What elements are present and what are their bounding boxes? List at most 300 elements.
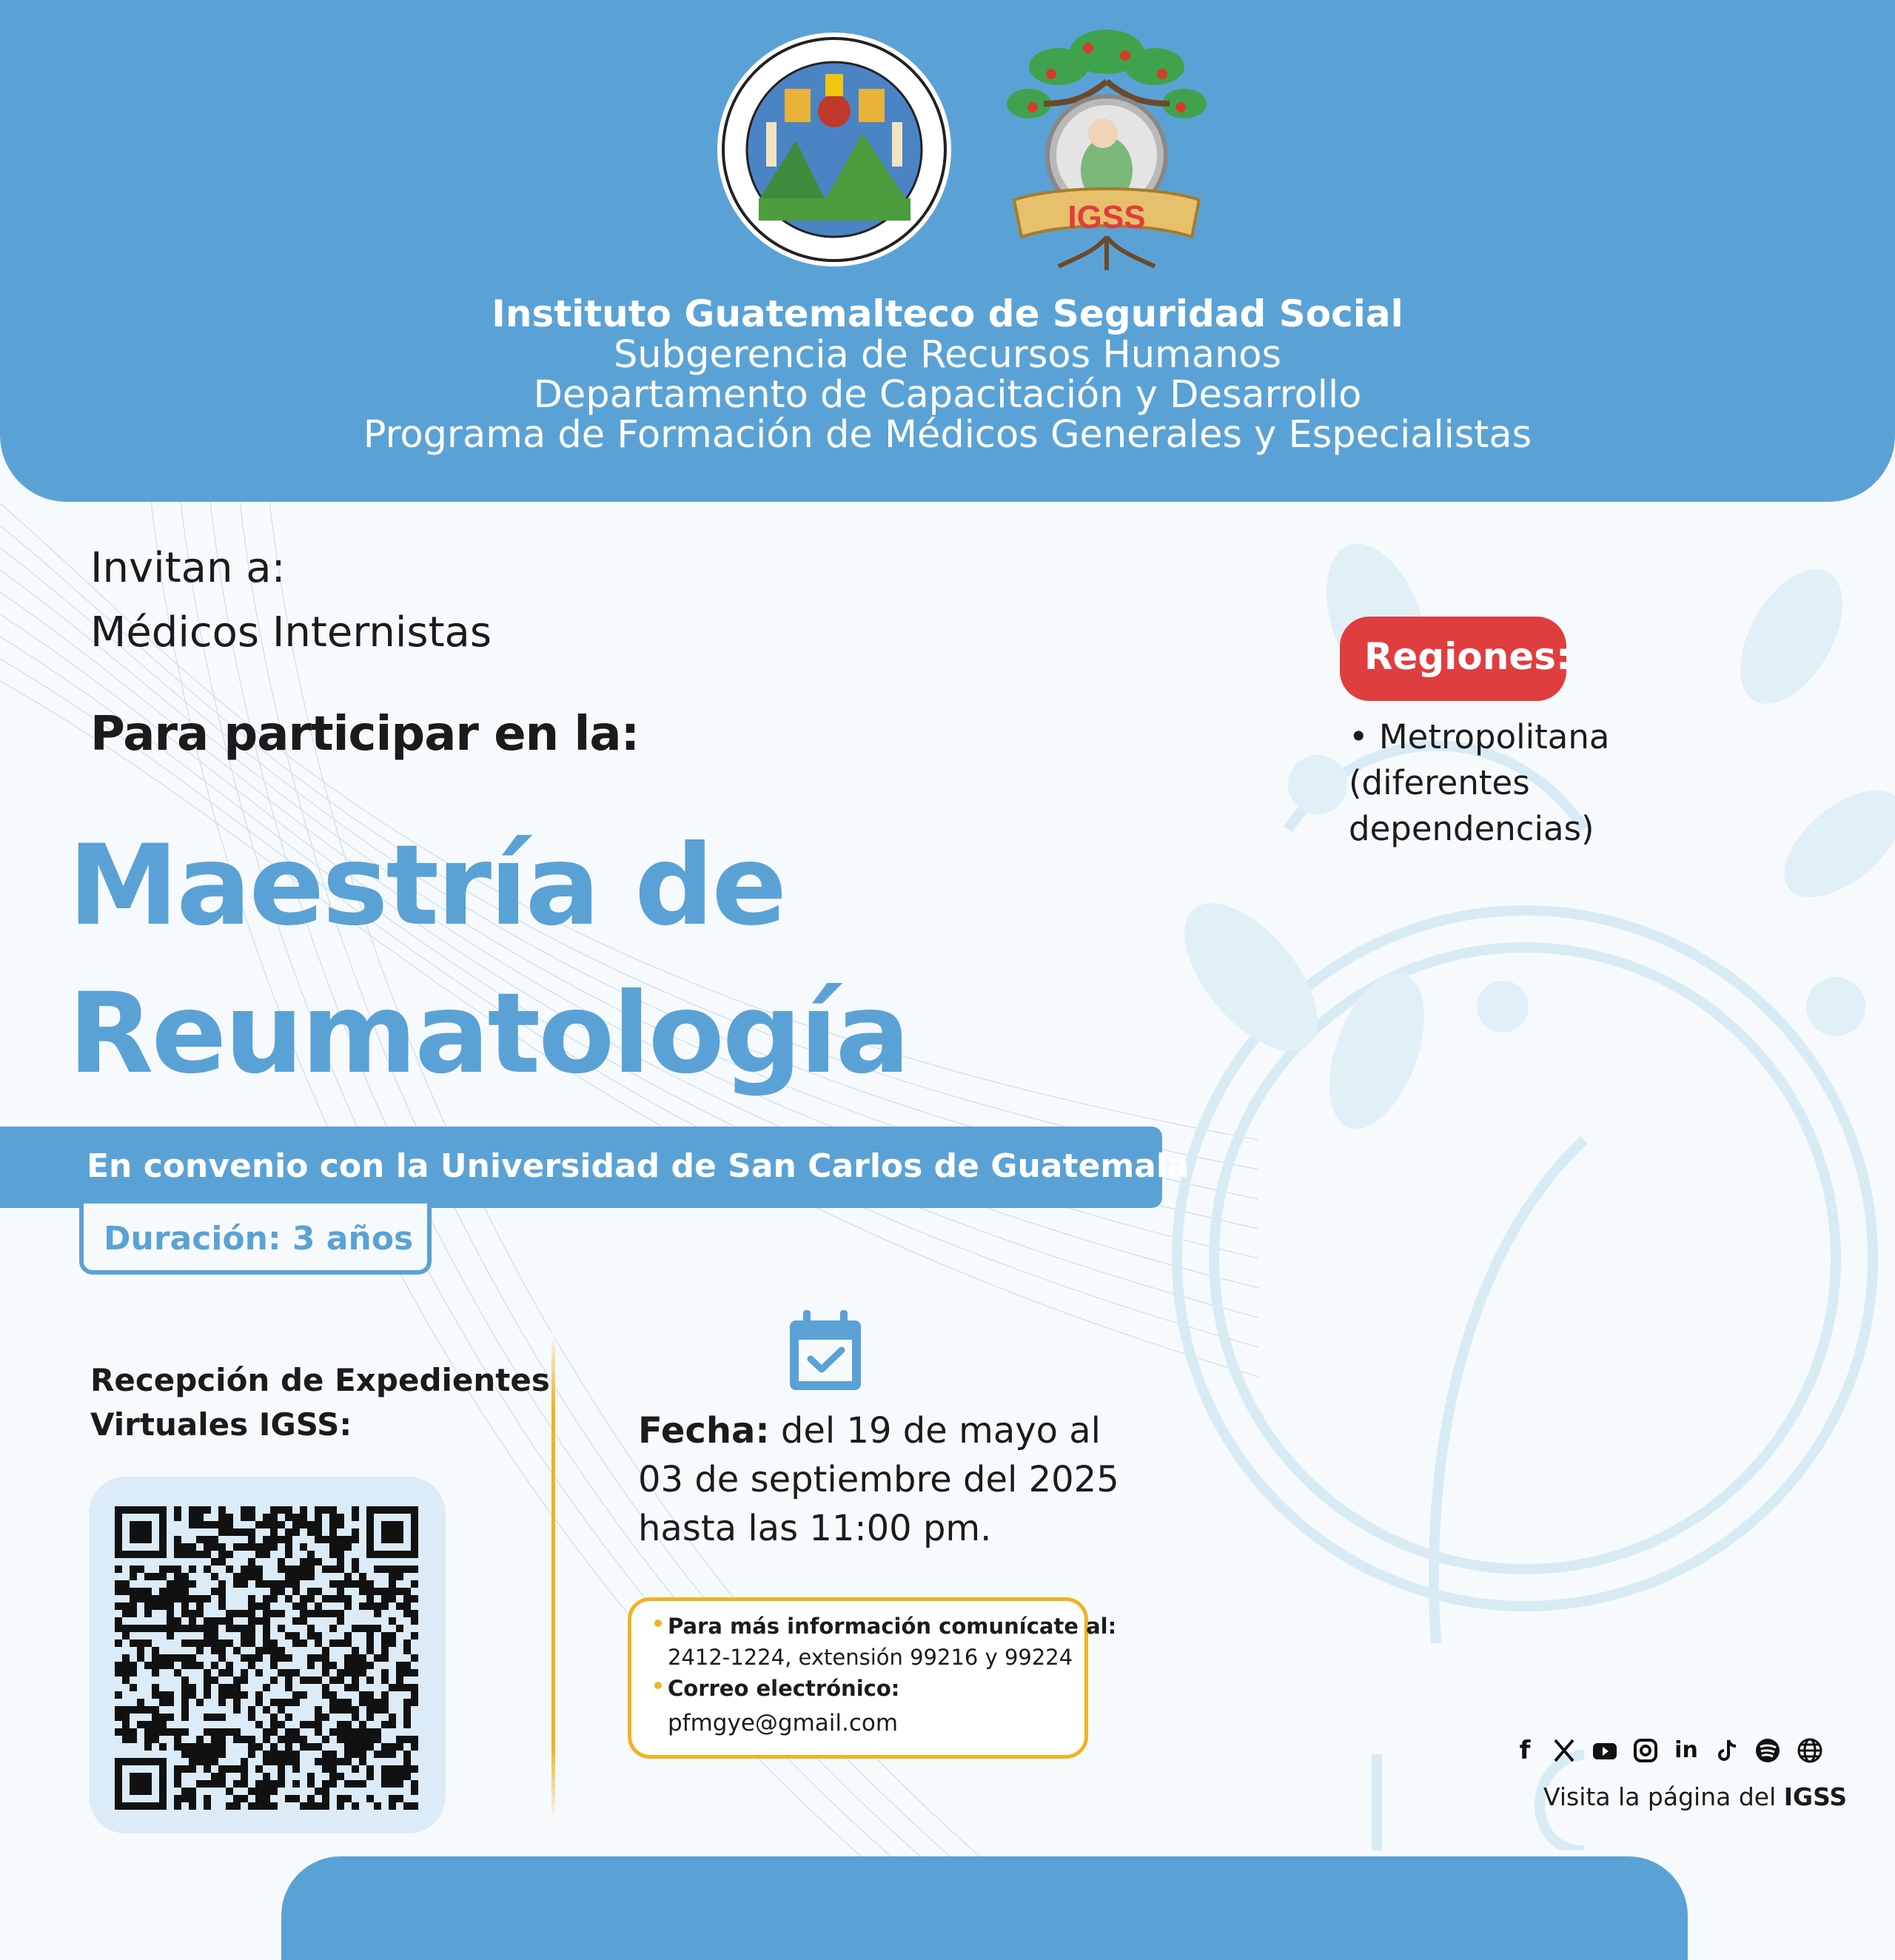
qr-module: [204, 1691, 211, 1699]
qr-module: [167, 1580, 174, 1588]
qr-module: [181, 1765, 189, 1773]
qr-module: [255, 1543, 263, 1551]
web-globe-icon[interactable]: [1795, 1736, 1825, 1765]
qr-module: [241, 1691, 248, 1699]
qr-module: [344, 1543, 352, 1551]
qr-module: [263, 1788, 270, 1795]
qr-module: [263, 1706, 270, 1714]
qr-module: [270, 1714, 278, 1721]
qr-module: [233, 1802, 241, 1810]
qr-module: [241, 1669, 248, 1677]
qr-module: [329, 1514, 337, 1521]
qr-module: [315, 1714, 322, 1721]
qr-module: [263, 1610, 270, 1617]
qr-module: [122, 1728, 130, 1736]
qr-module: [322, 1780, 329, 1788]
qr-module: [300, 1595, 307, 1602]
qr-module: [322, 1795, 329, 1802]
qr-module: [241, 1625, 248, 1632]
qr-module: [263, 1521, 270, 1528]
qr-module: [285, 1684, 292, 1691]
qr-module: [292, 1632, 300, 1640]
qr-module: [241, 1514, 248, 1521]
qr-module: [352, 1528, 359, 1536]
qr-module: [292, 1751, 300, 1758]
qr-module: [263, 1684, 270, 1691]
qr-module: [218, 1669, 226, 1677]
qr-module: [270, 1580, 278, 1588]
qr-module: [189, 1610, 196, 1617]
qr-module: [263, 1536, 270, 1543]
qr-module: [226, 1662, 233, 1669]
qr-module: [130, 1684, 137, 1691]
calendar-check-icon: [788, 1310, 862, 1392]
qr-module: [329, 1625, 337, 1632]
fecha-line2: 03 de septiembre del 2025: [638, 1459, 1119, 1500]
qr-module: [329, 1640, 337, 1647]
qr-module: [396, 1780, 403, 1788]
qr-module: [233, 1728, 241, 1736]
qr-module: [137, 1625, 144, 1632]
qr-module: [352, 1669, 359, 1677]
qr-module: [292, 1521, 300, 1528]
qr-module: [352, 1765, 359, 1773]
regiones-label: Regiones:: [1364, 635, 1571, 678]
qr-module: [359, 1625, 366, 1632]
qr-module: [307, 1802, 315, 1810]
qr-module: [159, 1588, 167, 1595]
qr-module: [152, 1691, 159, 1699]
qr-module: [196, 1640, 204, 1647]
qr-module: [278, 1565, 285, 1573]
qr-module: [403, 1714, 411, 1721]
qr-module: [389, 1565, 396, 1573]
qr-module: [204, 1565, 211, 1573]
qr-module: [159, 1743, 167, 1751]
qr-module: [233, 1647, 241, 1654]
qr-module: [152, 1669, 159, 1677]
qr-module: [374, 1706, 381, 1714]
qr-module: [411, 1743, 418, 1751]
qr-module: [337, 1640, 344, 1647]
qr-module: [159, 1654, 167, 1662]
qr-module: [322, 1610, 329, 1617]
qr-module: [270, 1721, 278, 1728]
qr-module: [337, 1521, 344, 1528]
igss-logo-text: IGSS: [1067, 199, 1146, 235]
fecha-line3: hasta las 11:00 pm.: [638, 1508, 992, 1549]
qr-module: [389, 1617, 396, 1625]
qr-module: [196, 1595, 204, 1602]
visita-igss-text[interactable]: Visita la página del IGSS: [1543, 1782, 1848, 1811]
qr-module: [226, 1625, 233, 1632]
qr-module: [344, 1573, 352, 1580]
qr-module: [366, 1691, 374, 1699]
qr-module: [389, 1714, 396, 1721]
qr-module: [211, 1773, 218, 1780]
qr-module: [211, 1521, 218, 1528]
region-item-line2: (diferentes: [1349, 763, 1530, 802]
qr-module: [174, 1654, 181, 1662]
qr-module: [285, 1743, 292, 1751]
qr-module: [337, 1536, 344, 1543]
qr-module: [233, 1765, 241, 1773]
qr-module: [204, 1617, 211, 1625]
qr-module: [130, 1610, 137, 1617]
qr-module: [322, 1647, 329, 1654]
qr-module: [122, 1602, 130, 1610]
qr-module: [189, 1691, 196, 1699]
qr-module: [248, 1662, 255, 1669]
qr-module: [144, 1625, 152, 1632]
qr-module: [174, 1580, 181, 1588]
qr-module: [403, 1736, 411, 1743]
qr-module: [181, 1640, 189, 1647]
qr-module: [211, 1736, 218, 1743]
qr-module: [211, 1714, 218, 1721]
qr-module: [189, 1617, 196, 1625]
qr-module: [315, 1521, 322, 1528]
qr-module: [122, 1625, 130, 1632]
qr-module: [211, 1617, 218, 1625]
qr-module: [307, 1780, 315, 1788]
qr-module: [300, 1558, 307, 1565]
qr-module: [167, 1610, 174, 1617]
qr-module: [344, 1684, 352, 1691]
qr-module: [270, 1654, 278, 1662]
qr-module: [204, 1743, 211, 1751]
qr-module: [389, 1802, 396, 1810]
qr-module: [130, 1706, 137, 1714]
qr-module: [189, 1580, 196, 1588]
qr-module: [278, 1610, 285, 1617]
qr-module: [403, 1640, 411, 1647]
qr-module: [344, 1795, 352, 1802]
qr-module: [285, 1551, 292, 1558]
qr-module: [322, 1691, 329, 1699]
qr-module: [366, 1743, 374, 1751]
qr-module: [352, 1558, 359, 1565]
qr-module: [329, 1728, 337, 1736]
qr-module: [159, 1714, 167, 1721]
qr-module: [137, 1595, 144, 1602]
qr-module: [344, 1669, 352, 1677]
qr-module: [241, 1632, 248, 1640]
qr-module: [337, 1617, 344, 1625]
qr-module: [248, 1543, 255, 1551]
qr-module: [300, 1736, 307, 1743]
qr-module: [211, 1743, 218, 1751]
qr-module: [315, 1506, 322, 1514]
qr-module: [255, 1573, 263, 1580]
qr-module: [278, 1558, 285, 1565]
qr-module: [300, 1514, 307, 1521]
qr-module: [315, 1706, 322, 1714]
qr-module: [255, 1521, 263, 1528]
qr-module: [322, 1684, 329, 1691]
qr-module: [381, 1565, 389, 1573]
qr-module: [389, 1684, 396, 1691]
qr-module: [204, 1625, 211, 1632]
qr-module: [411, 1684, 418, 1691]
qr-module: [248, 1714, 255, 1721]
qr-module: [189, 1521, 196, 1528]
qr-module: [315, 1677, 322, 1684]
qr-module: [218, 1654, 226, 1662]
qr-module: [204, 1506, 211, 1514]
qr-module: [278, 1625, 285, 1632]
qr-module: [292, 1765, 300, 1773]
qr-module: [241, 1565, 248, 1573]
qr-module: [130, 1573, 137, 1580]
qr-module: [211, 1758, 218, 1765]
para-participar-text: Para participar en la:: [90, 707, 640, 762]
qr-module: [248, 1654, 255, 1662]
qr-module: [270, 1506, 278, 1514]
qr-module: [270, 1751, 278, 1758]
email-link[interactable]: pfmgye@gmail.com: [668, 1710, 899, 1736]
qr-module: [300, 1691, 307, 1699]
qr-module: [189, 1551, 196, 1558]
qr-module: [285, 1758, 292, 1765]
qr-module: [211, 1677, 218, 1684]
qr-module: [381, 1669, 389, 1677]
qr-module: [204, 1780, 211, 1788]
qr-module: [359, 1743, 366, 1751]
qr-module: [218, 1617, 226, 1625]
region-item-line3: dependencias): [1349, 809, 1594, 848]
qr-module: [270, 1588, 278, 1595]
qr-module: [411, 1617, 418, 1625]
qr-module: [196, 1625, 204, 1632]
qr-module: [218, 1514, 226, 1521]
qr-module: [374, 1699, 381, 1706]
qr-module: [344, 1706, 352, 1714]
qr-module: [241, 1528, 248, 1536]
qr-module: [204, 1536, 211, 1543]
qr-module: [270, 1758, 278, 1765]
qr-module: [329, 1551, 337, 1558]
qr-module: [137, 1647, 144, 1654]
qr-module: [204, 1728, 211, 1736]
qr-module: [315, 1802, 322, 1810]
qr-module: [181, 1751, 189, 1758]
qr-module: [248, 1514, 255, 1521]
qr-module: [307, 1654, 315, 1662]
qr-module: [144, 1595, 152, 1602]
qr-module: [263, 1795, 270, 1802]
qr-module: [337, 1721, 344, 1728]
qr-module: [263, 1551, 270, 1558]
qr-module: [152, 1662, 159, 1669]
qr-module: [270, 1610, 278, 1617]
qr-module: [152, 1706, 159, 1714]
qr-module: [174, 1565, 181, 1573]
qr-module: [366, 1677, 374, 1684]
qr-module: [218, 1595, 226, 1602]
qr-module: [115, 1640, 122, 1647]
qr-module: [381, 1677, 389, 1684]
qr-module: [204, 1684, 211, 1691]
qr-code[interactable]: [115, 1506, 418, 1810]
contact-phone: 2412-1224, extensión 99216 y 99224: [668, 1645, 1073, 1670]
qr-module: [366, 1640, 374, 1647]
qr-module: [167, 1662, 174, 1669]
qr-module: [211, 1588, 218, 1595]
instagram-icon[interactable]: [1631, 1736, 1660, 1765]
qr-module: [204, 1714, 211, 1721]
qr-module: [396, 1602, 403, 1610]
qr-module: [226, 1528, 233, 1536]
qr-module: [181, 1795, 189, 1802]
qr-module: [315, 1602, 322, 1610]
qr-module: [292, 1728, 300, 1736]
linkedin-icon[interactable]: in: [1674, 1737, 1698, 1763]
qr-module: [315, 1654, 322, 1662]
qr-module: [329, 1773, 337, 1780]
qr-module: [181, 1610, 189, 1617]
qr-module: [374, 1602, 381, 1610]
qr-module: [337, 1580, 344, 1588]
qr-module: [174, 1669, 181, 1677]
qr-module: [381, 1765, 389, 1773]
qr-module: [130, 1565, 137, 1573]
qr-module: [248, 1632, 255, 1640]
qr-module: [329, 1528, 337, 1536]
qr-module: [352, 1625, 359, 1632]
tiktok-icon[interactable]: [1712, 1736, 1742, 1765]
qr-module: [322, 1565, 329, 1573]
qr-module: [396, 1765, 403, 1773]
qr-module: [255, 1721, 263, 1728]
qr-module: [329, 1706, 337, 1714]
qr-module: [396, 1736, 403, 1743]
qr-module: [337, 1588, 344, 1595]
qr-module: [366, 1595, 374, 1602]
qr-module: [211, 1640, 218, 1647]
youtube-icon[interactable]: [1590, 1736, 1620, 1765]
qr-module: [122, 1580, 130, 1588]
region-item-line1: • Metropolitana: [1349, 717, 1610, 756]
qr-module: [137, 1640, 144, 1647]
qr-module: [352, 1736, 359, 1743]
qr-module: [152, 1602, 159, 1610]
qr-module: [344, 1632, 352, 1640]
qr-module: [396, 1588, 403, 1595]
qr-module: [159, 1728, 167, 1736]
qr-module: [359, 1580, 366, 1588]
qr-module: [241, 1765, 248, 1773]
qr-module: [352, 1654, 359, 1662]
vertical-divider: [551, 1332, 555, 1821]
qr-module: [359, 1699, 366, 1706]
duracion-text: Duración: 3 años: [104, 1220, 414, 1258]
qr-module: [167, 1714, 174, 1721]
facebook-icon[interactable]: f: [1519, 1736, 1531, 1765]
qr-module: [381, 1691, 389, 1699]
qr-module: [174, 1617, 181, 1625]
qr-module: [300, 1802, 307, 1810]
audience-text: Médicos Internistas: [90, 608, 492, 657]
qr-module: [292, 1736, 300, 1743]
qr-module: [315, 1610, 322, 1617]
qr-module: [130, 1588, 137, 1595]
qr-module: [115, 1662, 122, 1669]
qr-module: [255, 1788, 263, 1795]
x-icon[interactable]: [1549, 1736, 1579, 1765]
qr-module: [233, 1780, 241, 1788]
qr-module: [226, 1691, 233, 1699]
qr-module: [122, 1669, 130, 1677]
qr-module: [403, 1751, 411, 1758]
qr-module: [122, 1721, 130, 1728]
qr-module: [248, 1788, 255, 1795]
convenio-text: En convenio con la Universidad de San Carlos de Guatemala: [87, 1147, 1190, 1185]
qr-module: [366, 1728, 374, 1736]
qr-module: [241, 1773, 248, 1780]
qr-module: [403, 1684, 411, 1691]
qr-module: [204, 1640, 211, 1647]
qr-module: [337, 1565, 344, 1573]
qr-module: [337, 1610, 344, 1617]
institution-name: Instituto Guatemalteco de Seguridad Social: [492, 292, 1403, 335]
qr-module: [167, 1565, 174, 1573]
qr-module: [278, 1647, 285, 1654]
qr-module: [204, 1551, 211, 1558]
qr-module: [241, 1610, 248, 1617]
qr-module: [167, 1654, 174, 1662]
qr-module: [137, 1699, 144, 1706]
qr-module: [411, 1580, 418, 1588]
qr-module: [381, 1654, 389, 1662]
qr-module: [403, 1802, 411, 1810]
qr-module: [307, 1551, 315, 1558]
qr-module: [189, 1684, 196, 1691]
qr-module: [285, 1654, 292, 1662]
qr-module: [292, 1588, 300, 1595]
qr-module: [292, 1528, 300, 1536]
qr-module: [270, 1521, 278, 1528]
qr-module: [263, 1580, 270, 1588]
qr-module: [270, 1743, 278, 1751]
qr-module: [263, 1780, 270, 1788]
spotify-icon[interactable]: [1753, 1736, 1782, 1765]
qr-module: [218, 1521, 226, 1528]
qr-module: [196, 1521, 204, 1528]
qr-module: [285, 1669, 292, 1677]
qr-module: [411, 1595, 418, 1602]
qr-module: [352, 1684, 359, 1691]
qr-module: [278, 1654, 285, 1662]
qr-module: [122, 1677, 130, 1684]
qr-module: [115, 1580, 122, 1588]
qr-module: [263, 1728, 270, 1736]
qr-module: [374, 1802, 381, 1810]
qr-module: [263, 1625, 270, 1632]
qr-module: [167, 1699, 174, 1706]
qr-module: [278, 1699, 285, 1706]
qr-module: [337, 1595, 344, 1602]
qr-module: [181, 1543, 189, 1551]
qr-module: [300, 1617, 307, 1625]
qr-module: [359, 1691, 366, 1699]
program-title-line1: Maestría de: [68, 822, 785, 950]
qr-module: [270, 1788, 278, 1795]
qr-module: [241, 1654, 248, 1662]
qr-module: [189, 1654, 196, 1662]
qr-module: [396, 1669, 403, 1677]
qr-module: [300, 1506, 307, 1514]
